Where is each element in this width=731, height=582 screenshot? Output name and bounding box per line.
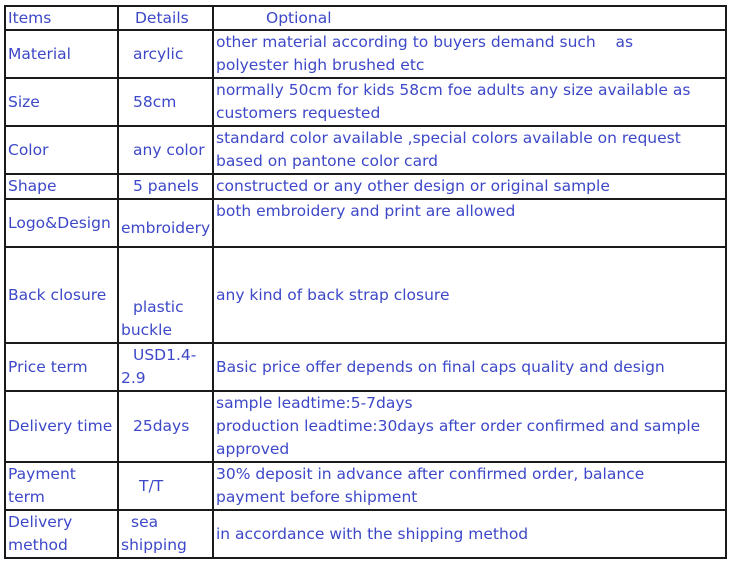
- row-detail-delivery-time: 25days: [118, 391, 213, 462]
- row-detail-size: 58cm: [118, 78, 213, 126]
- optional-line: based on pantone color card: [216, 152, 439, 170]
- header-optional: Optional: [213, 6, 726, 30]
- row-item-shape: Shape: [5, 174, 118, 199]
- row-detail-material: arcylic: [118, 30, 213, 78]
- optional-line: in accordance with the shipping method: [216, 524, 529, 543]
- detail-line: 2.9: [121, 369, 146, 387]
- row-optional-shape: [213, 174, 726, 199]
- optional-line: payment before shipment: [216, 488, 418, 506]
- row-detail-back-closure: [118, 247, 213, 343]
- row-optional-payment-term: [213, 462, 726, 510]
- optional-line: customers requested: [216, 104, 381, 122]
- optional-line: polyester high brushed etc: [216, 56, 425, 74]
- row-optional-delivery-time: [213, 391, 726, 462]
- table-row: [5, 126, 726, 174]
- row-item-price-term: Price term: [5, 343, 118, 391]
- row-item-color: Color: [5, 126, 118, 174]
- detail-line: buckle: [121, 321, 173, 339]
- optional-line: constructed or any other design or original sample: [216, 177, 610, 195]
- row-optional-logo-design: [213, 199, 726, 247]
- table-header-row: [5, 6, 726, 30]
- table-row: [5, 30, 726, 78]
- row-optional-delivery-method: [213, 510, 726, 558]
- optional-line: standard color available ,special colors available on request: [216, 129, 681, 147]
- detail-line: plastic: [133, 298, 184, 316]
- optional-line: sample leadtime:5-7days: [216, 394, 413, 412]
- optional-line: approved: [216, 440, 290, 458]
- row-optional-color: [213, 126, 726, 174]
- optional-line: other material according to buyers demand such as: [216, 33, 634, 51]
- row-optional-back-closure: [213, 247, 726, 343]
- header-details: Details: [118, 6, 213, 30]
- row-detail-color: any color: [118, 126, 213, 174]
- item-line: term: [8, 488, 45, 506]
- detail-line: shipping: [121, 536, 187, 554]
- table-row: [5, 247, 726, 343]
- optional-line: both embroidery and print are allowed: [216, 202, 516, 220]
- row-optional-size: [213, 78, 726, 126]
- table-row: [5, 78, 726, 126]
- detail-line: USD1.4-: [133, 346, 197, 364]
- optional-line: Basic price offer depends on final caps quality and design: [216, 357, 665, 376]
- table-row: [5, 391, 726, 462]
- optional-line: 30% deposit in advance after confirmed order, balance: [216, 465, 645, 483]
- row-item-size: Size: [5, 78, 118, 126]
- table-row: [5, 462, 726, 510]
- table-row: [5, 199, 726, 247]
- detail-line: sea: [131, 513, 159, 531]
- table-row: [5, 343, 726, 391]
- row-item-material: Material: [5, 30, 118, 78]
- optional-line: normally 50cm for kids 58cm foe adults any size available as: [216, 81, 691, 99]
- header-items: Items: [5, 6, 118, 30]
- row-item-delivery-time: Delivery time: [5, 391, 118, 462]
- row-detail-delivery-method: [118, 510, 213, 558]
- item-line: Payment: [8, 465, 76, 483]
- row-item-payment-term: [5, 462, 118, 510]
- row-detail-shape: 5 panels: [118, 174, 213, 199]
- item-line: method: [8, 536, 68, 554]
- item-line: Delivery: [8, 513, 73, 531]
- row-item-delivery-method: [5, 510, 118, 558]
- row-optional-material: [213, 30, 726, 78]
- optional-line: production leadtime:30days after order confirmed and sample: [216, 417, 701, 435]
- row-optional-price-term: [213, 343, 726, 391]
- optional-line: any kind of back strap closure: [216, 285, 450, 304]
- table-row: [5, 174, 726, 199]
- row-item-logo-design: Logo&Design: [5, 199, 118, 247]
- row-item-back-closure: Back closure: [5, 247, 118, 343]
- table-row: [5, 510, 726, 558]
- row-detail-logo-design: embroidery: [118, 199, 213, 247]
- product-spec-table: [4, 5, 727, 559]
- row-detail-payment-term: T/T: [118, 462, 213, 510]
- row-detail-price-term: [118, 343, 213, 391]
